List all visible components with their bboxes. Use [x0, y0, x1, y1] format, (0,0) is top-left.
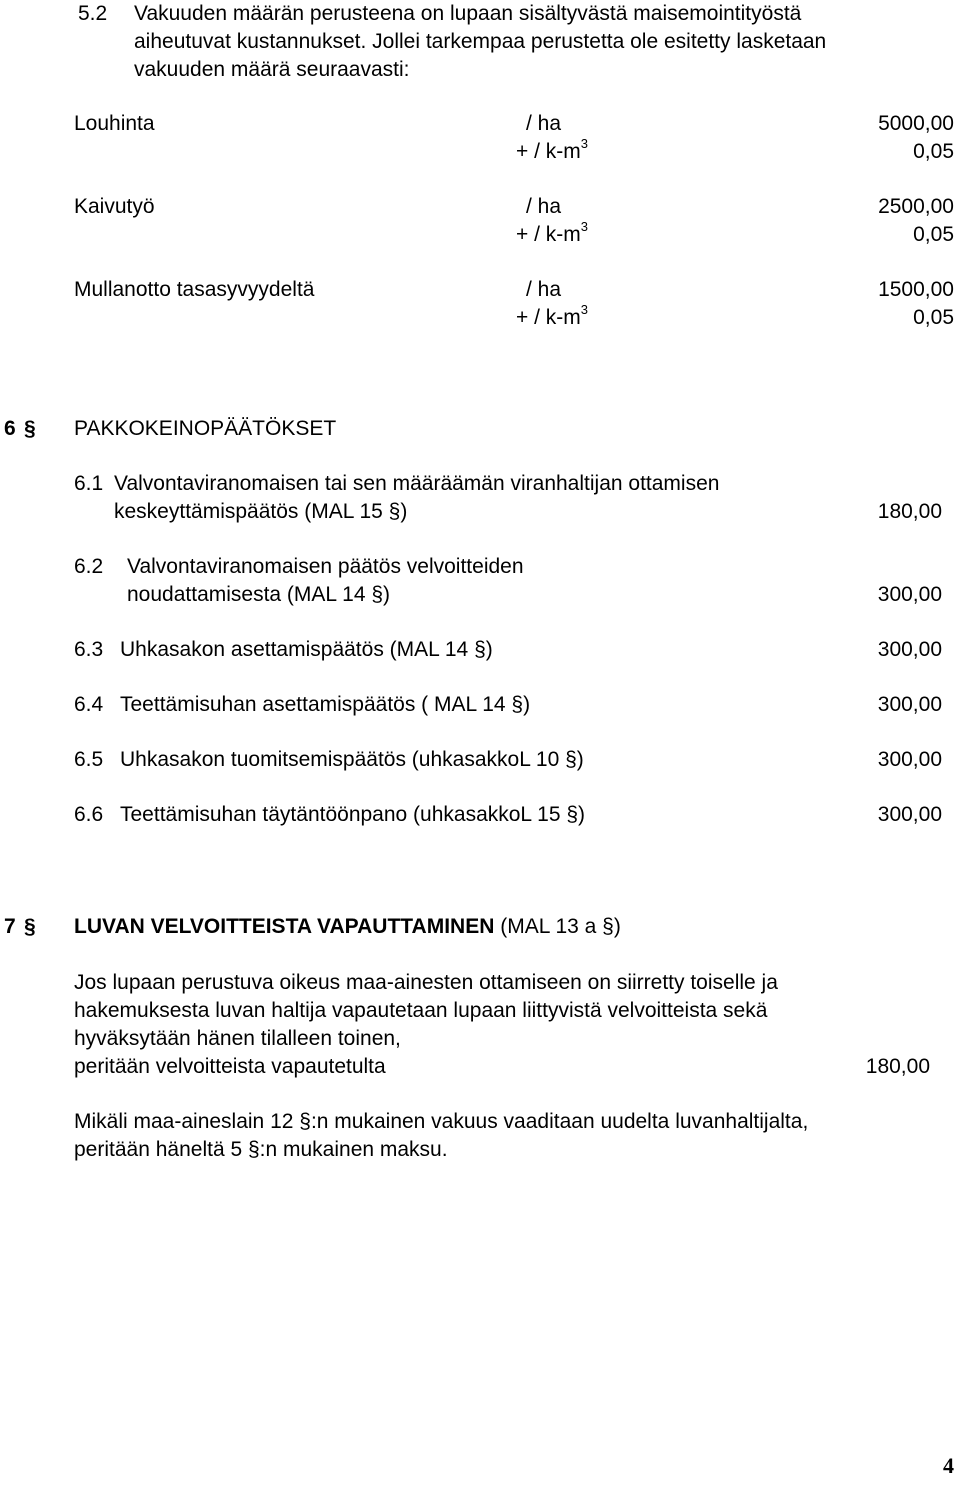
section-5-2-line-3: vakuuden määrä seuraavasti: [134, 58, 410, 81]
section-5-2-line-1: Vakuuden määrän perusteena on lupaan sisältyvästä maisemointityöstä [134, 2, 802, 25]
collateral-label: Kaivutyö [74, 195, 155, 218]
item-text: Valvontaviranomaisen päätös velvoitteiden [127, 555, 524, 578]
section-7-paragraph-line: hakemuksesta luvan haltija vapautetaan lupaan liittyvistä velvoitteista sekä [74, 999, 768, 1022]
collateral-unit-ha: / ha [526, 278, 562, 301]
collateral-unit-ha: / ha [526, 112, 562, 135]
item-text: Teettämisuhan täytäntöönpano (uhkasakkoL 15 §) [120, 803, 586, 826]
section-7-fee-line: peritään velvoitteista vapautetulta [74, 1055, 386, 1078]
item-price: 300,00 [877, 803, 942, 826]
collateral-value-km3: 0,05 [913, 223, 954, 246]
collateral-value-km3: 0,05 [913, 306, 954, 329]
item-price: 300,00 [877, 693, 942, 716]
section-6-number: 6 [4, 417, 16, 440]
collateral-unit-km3: + / $k-m^3$ [516, 219, 588, 246]
collateral-value-ha: 1500,00 [878, 278, 954, 301]
section-6-title: PAKKOKEINOPÄÄTÖKSET [74, 417, 337, 440]
section-6-paragraph-symbol: § [24, 417, 36, 440]
item-number: 6.1 [74, 472, 104, 495]
item-number: 6.6 [74, 803, 104, 826]
collateral-value-ha: 2500,00 [878, 195, 954, 218]
item-number: 6.5 [74, 748, 104, 771]
item-price: 300,00 [877, 748, 942, 771]
item-text: Teettämisuhan asettamispäätös ( MAL 14 §) [120, 693, 531, 716]
section-7-paragraph-symbol: § [24, 915, 36, 938]
item-text: Uhkasakon tuomitsemispäätös (uhkasakkoL 10 §) [120, 748, 584, 771]
item-number: 6.4 [74, 693, 104, 716]
item-number: 6.3 [74, 638, 104, 661]
item-price: 300,00 [877, 583, 942, 606]
item-text: keskeyttämispäätös (MAL 15 §) [114, 500, 408, 523]
collateral-unit-km3: + / $k-m^3$ [516, 302, 588, 329]
section-7-title: LUVAN VELVOITTEISTA VAPAUTTAMINEN (MAL 13 a §) [74, 915, 621, 938]
section-7-paragraph-line: Mikäli maa-aineslain 12 §:n mukainen vakuus vaaditaan uudelta luvanhaltijalta, [74, 1110, 809, 1133]
section-7-fee-price: 180,00 [865, 1055, 930, 1078]
section-7-paragraph-line: Jos lupaan perustuva oikeus maa-ainesten ottamiseen on siirretty toiselle ja [74, 971, 778, 994]
section-5-2-line-2: aiheutuvat kustannukset. Jollei tarkempaa perustetta ole esitetty lasketaan [134, 30, 827, 53]
collateral-value-km3: 0,05 [913, 140, 954, 163]
page-number: 4 [943, 1453, 954, 1478]
item-text: Valvontaviranomaisen tai sen määräämän viranhaltijan ottamisen [114, 472, 720, 495]
section-5-2-number: 5.2 [78, 2, 108, 25]
item-text: Uhkasakon asettamispäätös (MAL 14 §) [120, 638, 493, 661]
collateral-label: Mullanotto tasasyvyydeltä [74, 278, 315, 301]
section-7-paragraph-line: peritään häneltä 5 §:n mukainen maksu. [74, 1138, 448, 1161]
item-number: 6.2 [74, 555, 104, 578]
collateral-label: Louhinta [74, 112, 155, 135]
item-price: 180,00 [877, 500, 942, 523]
item-text: noudattamisesta (MAL 14 §) [127, 583, 391, 606]
section-7-paragraph-line: hyväksytään hänen tilalleen toinen, [74, 1027, 401, 1050]
collateral-value-ha: 5000,00 [878, 112, 954, 135]
item-price: 300,00 [877, 638, 942, 661]
collateral-unit-ha: / ha [526, 195, 562, 218]
section-7-number: 7 [4, 915, 16, 938]
collateral-unit-km3: + / $k-m^3$ [516, 136, 588, 163]
